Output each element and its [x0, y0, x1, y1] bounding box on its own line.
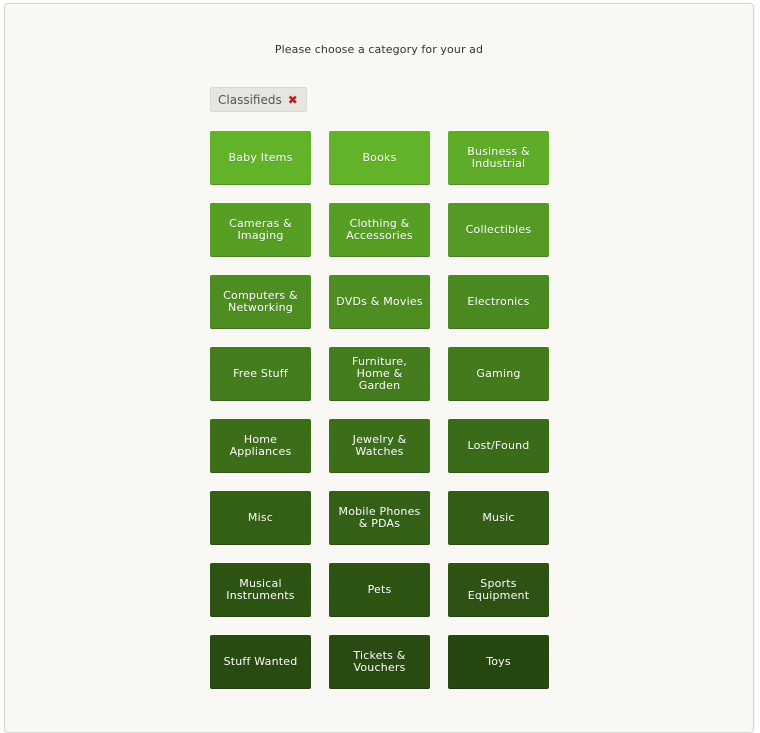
category-clothing-accessories[interactable]: Clothing & Accessories — [329, 203, 430, 257]
category-pets[interactable]: Pets — [329, 563, 430, 617]
category-sports-equipment[interactable]: Sports Equipment — [448, 563, 549, 617]
category-computers-networking[interactable]: Computers & Networking — [210, 275, 311, 329]
category-furniture-home-garden[interactable]: Furniture, Home & Garden — [329, 347, 430, 401]
category-cameras-imaging[interactable]: Cameras & Imaging — [210, 203, 311, 257]
category-collectibles[interactable]: Collectibles — [448, 203, 549, 257]
category-business-industrial[interactable]: Business & Industrial — [448, 131, 549, 185]
category-dvds-movies[interactable]: DVDs & Movies — [329, 275, 430, 329]
category-toys[interactable]: Toys — [448, 635, 549, 689]
category-electronics[interactable]: Electronics — [448, 275, 549, 329]
category-panel — [4, 3, 754, 733]
page-prompt: Please choose a category for your ad — [274, 43, 484, 56]
category-misc[interactable]: Misc — [210, 491, 311, 545]
category-tickets-vouchers[interactable]: Tickets & Vouchers — [329, 635, 430, 689]
category-musical-instruments[interactable]: Musical Instruments — [210, 563, 311, 617]
remove-filter-icon[interactable]: ✖ — [287, 92, 298, 107]
category-gaming[interactable]: Gaming — [448, 347, 549, 401]
category-books[interactable]: Books — [329, 131, 430, 185]
category-mobile-phones-pdas[interactable]: Mobile Phones & PDAs — [329, 491, 430, 545]
category-stuff-wanted[interactable]: Stuff Wanted — [210, 635, 311, 689]
category-grid — [210, 131, 549, 689]
category-lost-found[interactable]: Lost/Found — [448, 419, 549, 473]
filter-tag-label: Classifieds — [218, 92, 282, 107]
category-baby-items[interactable]: Baby Items — [210, 131, 311, 185]
category-music[interactable]: Music — [448, 491, 549, 545]
category-home-appliances[interactable]: Home Appliances — [210, 419, 311, 473]
filter-tag-classifieds — [210, 87, 307, 112]
category-jewelry-watches[interactable]: Jewelry & Watches — [329, 419, 430, 473]
category-free-stuff[interactable]: Free Stuff — [210, 347, 311, 401]
